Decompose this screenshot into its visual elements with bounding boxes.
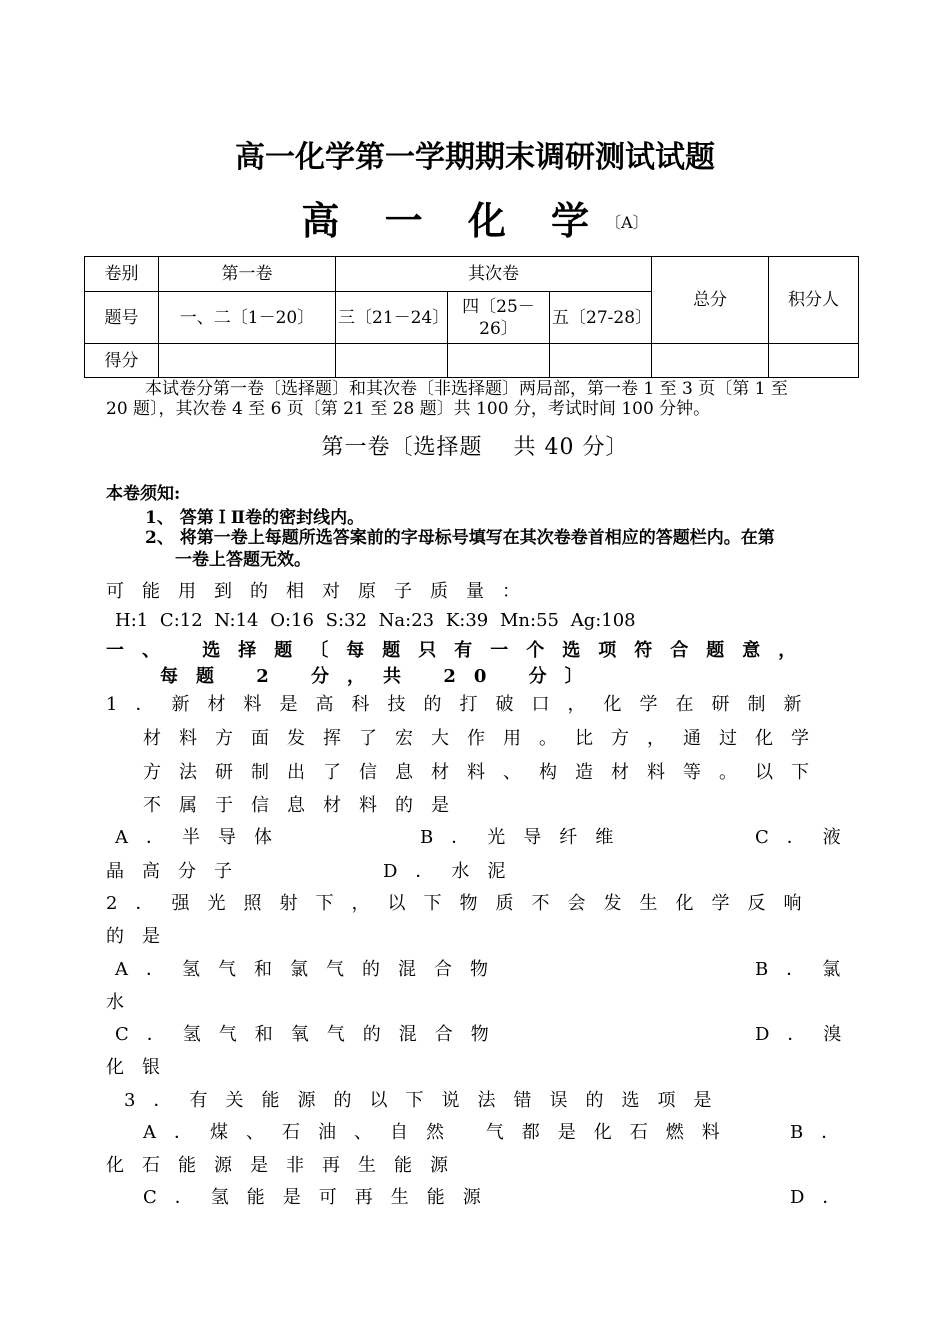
part-1-heading-line-2: 每题 2 分，共 20 分〕 (160, 666, 601, 687)
q1-option-d: D．水泥 (383, 861, 524, 882)
cell-scorer: 积分人 (769, 257, 859, 344)
q1-line-1: 1．新材料是高科技的打破口，化学在研制新 (106, 694, 820, 715)
intro-line-1: 本试卷分第一卷〔选择题〕和其次卷〔非选择题〕两局部，第一卷 1 至 3 页〔第 1 至 (145, 379, 788, 399)
q2-option-c: C．氢气和氧气的混合物 (115, 1024, 507, 1045)
cell-score-blank-3 (448, 344, 550, 378)
notice-item-2-line-2: 一卷上答题无效。 (175, 550, 311, 570)
cell-question-number: 题号 (85, 292, 159, 344)
atomic-mass-values: H:1 C:12 N:14 O:16 S:32 Na:23 K:39 Mn:55 Ag:108 (115, 610, 636, 631)
atomic-mass-label: 可能用到的相对原子质量： (106, 581, 538, 602)
q3-line-1: 3．有关能源的以下说法错误的选项是 (124, 1090, 730, 1111)
q2-option-b-line-1: B．氯 (755, 959, 859, 980)
q3-option-c: C．氢能是可再生能源 (143, 1187, 499, 1208)
q3-option-a: A．煤、石油、自然 气都是化石燃料 (143, 1122, 738, 1143)
cell-q1-20: 一、二〔1－20〕 (159, 292, 336, 344)
q3-option-b-line-1: B． (790, 1122, 858, 1143)
notice-item-2-line-1: 2、 将第一卷上每题所选答案前的字母标号填写在其次卷卷首相应的答题栏内。在第 (145, 528, 775, 548)
q1-line-2: 材料方面发挥了宏大作用。比方，通过化学 (143, 728, 827, 749)
cell-score-blank-5 (652, 344, 769, 378)
cell-q27-28: 五〔27-28〕 (550, 292, 652, 344)
cell-score-blank-1 (159, 344, 336, 378)
q1-option-b: B．光导纤维 (420, 827, 632, 848)
q2-option-b-line-2: 水 (106, 992, 124, 1013)
subject-version-tag: 〔A〕 (605, 213, 649, 232)
q3-option-d: D． (790, 1187, 859, 1208)
subject-title (0, 190, 950, 245)
q2-option-d-line-1: D．溴 (755, 1024, 860, 1045)
q1-option-c-line-1: C．液 (755, 827, 859, 848)
q1-line-3: 方法研制出了信息材料、构造材料等。以下 (143, 762, 827, 783)
cell-q21-24: 三〔21－24〕 (336, 292, 448, 344)
q2-option-a: A．氢气和氯气的混合物 (115, 959, 506, 980)
q2-line-2: 的是 (106, 926, 178, 947)
q1-option-a: A．半导体 (115, 827, 290, 848)
score-table (84, 256, 859, 378)
cell-score-blank-2 (336, 344, 448, 378)
cell-q25-26: 四〔25－26〕 (448, 292, 550, 344)
intro-line-2: 20 题〕，其次卷 4 至 6 页〔第 21 至 28 题〕共 100 分，考试时间 100 分钟。 (106, 399, 711, 419)
cell-second-volume: 其次卷 (336, 257, 652, 292)
q2-line-1: 2．强光照射下，以下物质不会发生化学反响 (106, 893, 820, 914)
notice-heading: 本卷须知: (106, 484, 181, 504)
document-title: 高一化学第一学期期末调研测试试题 (235, 140, 715, 175)
cell-total: 总分 (652, 257, 769, 344)
q1-line-4: 不属于信息材料的是 (143, 795, 467, 816)
cell-juanbie: 卷别 (85, 257, 159, 292)
cell-score-blank-6 (769, 344, 859, 378)
cell-score-blank-4 (550, 344, 652, 378)
subject-name: 高 一 化 学 (301, 198, 606, 243)
cell-first-volume: 第一卷 (159, 257, 336, 292)
notice-item-1: 1、 答第ＩⅡ卷的密封线内。 (145, 508, 365, 528)
q1-option-c-line-2: 晶高分子 (106, 861, 250, 882)
q3-option-b-line-2: 化石能源是非再生能源 (106, 1155, 466, 1176)
part-1-heading-line-1: 一、 选择题〔每题只有一个选项符合题意， (106, 640, 815, 661)
q2-option-d-line-2: 化银 (106, 1057, 178, 1078)
section-1-title: 第一卷〔选择题 共 40 分〕 (321, 435, 629, 460)
cell-score-label: 得分 (85, 344, 159, 378)
